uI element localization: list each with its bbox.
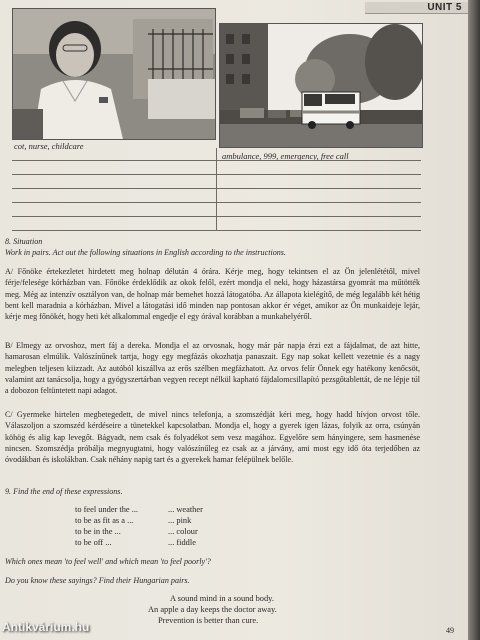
nurse-caption: cot, nurse, childcare	[14, 141, 84, 151]
unit-header: UNIT 5	[365, 2, 468, 14]
saying: A sound mind in a sound body.	[170, 594, 274, 603]
book-edge	[468, 0, 480, 640]
expression-end: ... pink	[168, 516, 192, 525]
question-feel-well: Which ones mean 'to feel well' and which mean 'to feel poorly'?	[5, 557, 211, 566]
situation-b-paragraph: B/ Elmegy az orvoshoz, mert fáj a derekа. Mondja el az orvosnak, hogy már pár napja érzi ezt a fájdalmat, de azt hitte, hamarosan elmúlik. Valószínűnek tartja, hogy egy megfázás okozhatja panaszait. Egy nap sokat kellett vezetnie és a nagy melegben teljesen kiizzadt. Az autóból kiszállva az erős szélben megfázhatott. Az orvos felír Önnek egy hatékony kenőcsöt, valamint azt tanácsolja, hogy a gyógyszertárban vegyen recept nélkül kapható fájdalomcsillapító pezsgőtablettát, de ne lépje túl a dobozon feltüntetett napi adagot.	[5, 341, 420, 396]
situation-a-paragraph: A/ Főnöke értekezletet hirdetett meg holnap délután 4 órára. Kérje meg, hogy tekintsen el az Ön jelenlététől, mivel férje/felesége kórházban van. Főnöke érdeklődik az okok felől, ezért mondja el neki, hogy házastársa gyomrát ma műtötték meg. Még az intenzív osztályon van, de holnap már bemehet hozzá látogatóba. Az állapota kielégítő, de még legalább két hétig bent kell maradnia a kórházban. Mivel a látogatási idő minden nap pontosan akkor ér véget, amikor az Ön munkaideje lejár, kérje meg főnökét, hogy heti két alkalommal engedje el egy órával korábban a munkahelyéről.	[5, 267, 420, 322]
watermark-logo: Antikvárium.hu	[2, 620, 90, 634]
expression-end: ... fiddle	[168, 538, 196, 547]
writing-line	[12, 202, 421, 203]
expression-start: to feel under the ...	[75, 505, 139, 514]
situation-c-paragraph: C/ Gyermeke hirtelen megbetegedett, de mivel nincs telefonja, a szomszédját kéri meg, hogy hadd hívjon orvost tőle. Válaszoljon a szomszéd kérdéseire a tünetekkel kapcsolatban. Mondja el, hogy a gyerek igen lázas, folyik az orra, csúnyán köhög és alig kap levegőt. Bágyadt, nem csak és folyadékot sem vesz magához. Egyelőre sem hányingere, sem hasmenése nincsen. Szomszédja próbálja megnyugtatni, hogy valószínűleg ez csak az a járvány, ami most egy idő óta terjedőben az óvodákban és iskolákban. Csak néhány napig tart és a gyerekek hamar felépülnek belőle.	[5, 410, 420, 465]
ambulance-illustration	[220, 24, 422, 147]
section-9-title: 9. Find the end of these expressions.	[5, 487, 123, 496]
expression-start: to be as fit as a ...	[75, 516, 134, 525]
expression-start: to be in the ...	[75, 527, 121, 536]
writing-line	[12, 216, 421, 217]
ambulance-photo	[219, 23, 423, 148]
section-8-title: 8. Situation	[5, 237, 43, 246]
expression-end: ... weather	[168, 505, 203, 514]
writing-line	[12, 230, 421, 231]
expression-end: ... colour	[168, 527, 198, 536]
nurse-illustration	[13, 9, 215, 139]
section-8-instruction: Work in pairs. Act out the following situations in English according to the instructions.	[5, 248, 286, 257]
writing-line	[12, 188, 421, 189]
expression-start: to be off ...	[75, 538, 112, 547]
question-sayings: Do you know these sayings? Find their Hungarian pairs.	[5, 576, 190, 585]
ambulance-caption: ambulance, 999, emergency, free call	[222, 151, 349, 161]
page-number: 49	[446, 626, 454, 635]
saying: An apple a day keeps the doctor away.	[148, 605, 277, 614]
writing-line	[12, 174, 421, 175]
writing-line	[12, 160, 421, 161]
saying: Prevention is better than cure.	[158, 616, 259, 625]
nurse-photo	[12, 8, 216, 140]
writing-lines	[12, 160, 421, 230]
